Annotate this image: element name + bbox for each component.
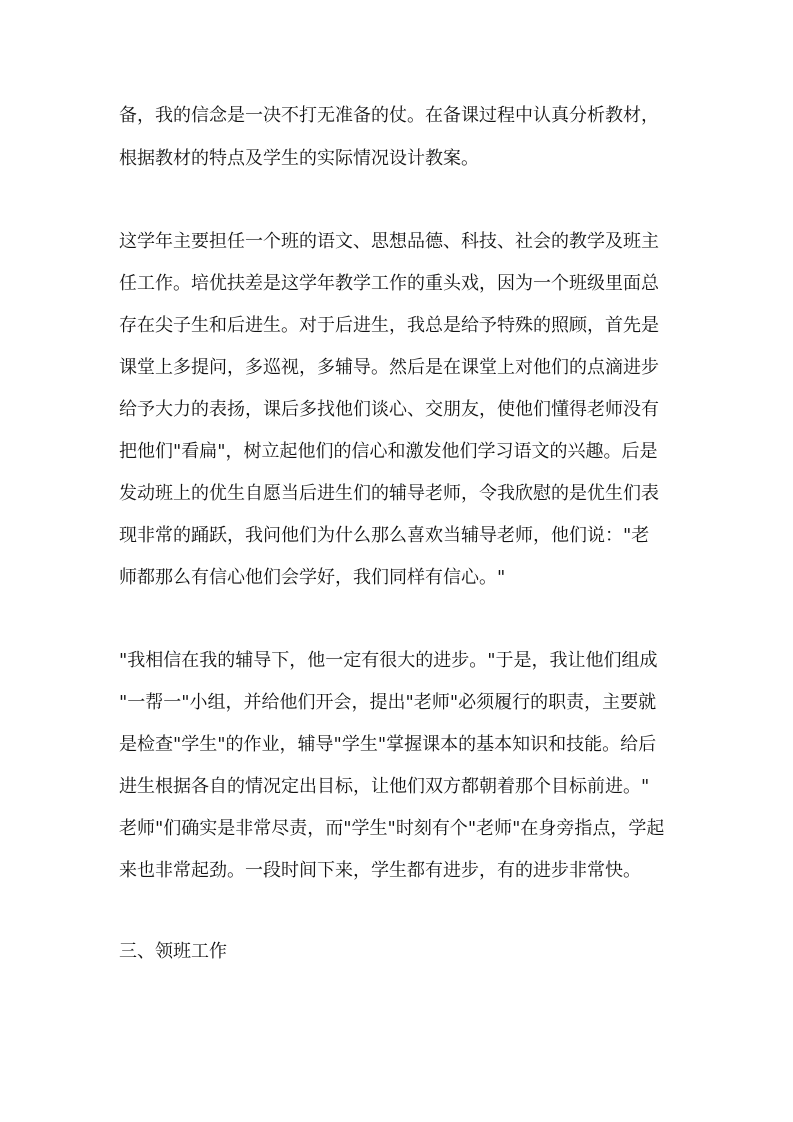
text-line: 存在尖子生和后进生。对于后进生，我总是给予特殊的照顾，首先是 bbox=[119, 315, 659, 336]
text-line: 这学年主要担任一个班的语文、思想品德、科技、社会的教学及班主 bbox=[119, 231, 659, 252]
section-heading-text: 三、领班工作 bbox=[119, 941, 227, 962]
text-line: 进生根据各自的情况定出目标，让他们双方都朝着那个目标前进。" bbox=[119, 776, 650, 797]
text-line: 现非常的踊跃，我问他们为什么那么喜欢当辅导老师，他们说："老 bbox=[119, 525, 650, 546]
text-line: 来也非常起劲。一段时间下来，学生都有进步，有的进步非常快。 bbox=[119, 860, 641, 881]
text-line: 课堂上多提问，多巡视，多辅导。然后是在课堂上对他们的点滴进步 bbox=[119, 357, 659, 378]
text-line: 是检查"学生"的作业，辅导"学生"掌握课本的基本知识和技能。给后 bbox=[119, 734, 657, 755]
text-line: 任工作。培优扶差是这学年教学工作的重头戏，因为一个班级里面总 bbox=[119, 273, 659, 294]
text-line: 备，我的信念是一决不打无准备的仗。在备课过程中认真分析教材， bbox=[119, 105, 659, 126]
text-line: 老师"们确实是非常尽责，而"学生"时刻有个"老师"在身旁指点，学起 bbox=[119, 818, 665, 839]
text-line: "一帮一"小组，并给他们开会，提出"老师"必须履行的职责，主要就 bbox=[119, 692, 657, 713]
text-line: 发动班上的优生自愿当后进生们的辅导老师，令我欣慰的是优生们表 bbox=[119, 483, 659, 504]
text-line: 把他们"看扁"，树立起他们的信心和激发他们学习语文的兴趣。后是 bbox=[119, 441, 658, 462]
text-line: 给予大力的表扬，课后多找他们谈心、交朋友，使他们懂得老师没有 bbox=[119, 399, 659, 420]
text-line: "我相信在我的辅导下，他一定有很大的进步。"于是，我让他们组成 bbox=[119, 650, 658, 671]
text-line: 根据教材的特点及学生的实际情况设计教案。 bbox=[119, 148, 479, 169]
text-line: 师都那么有信心他们会学好，我们同样有信心。" bbox=[119, 567, 506, 588]
